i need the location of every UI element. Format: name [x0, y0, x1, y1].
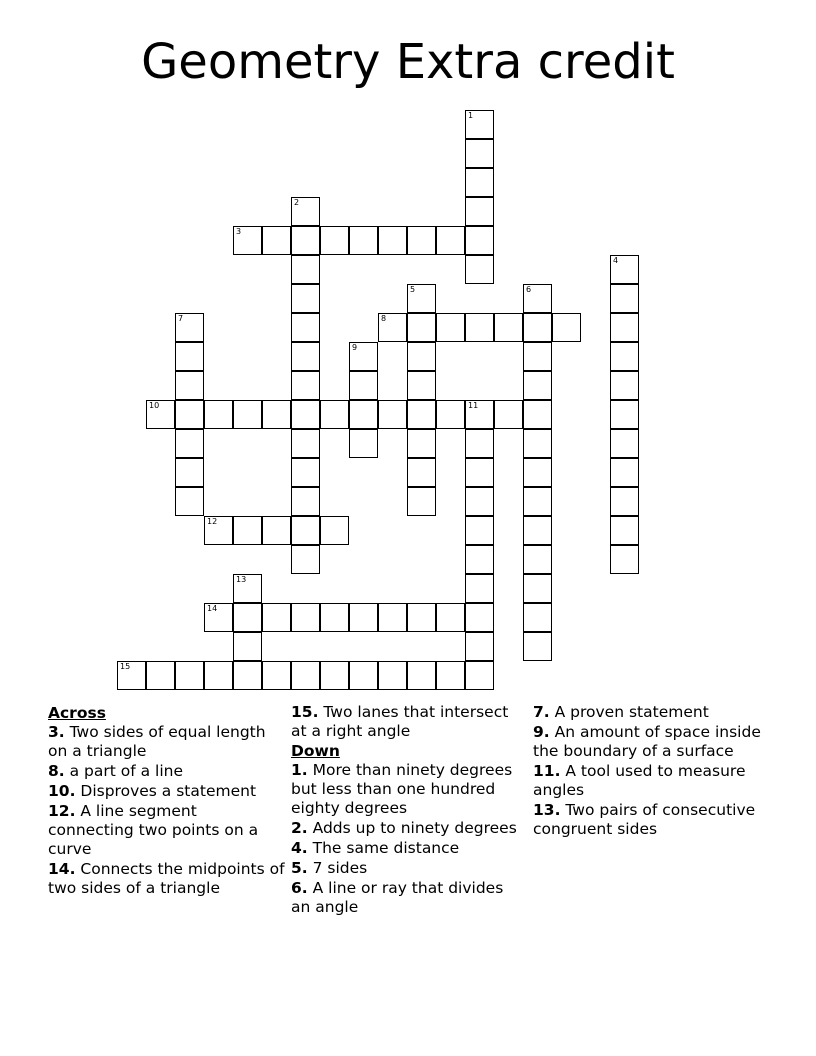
grid-cell[interactable] — [146, 400, 175, 429]
grid-cell[interactable] — [204, 516, 233, 545]
puzzle-title: Geometry Extra credit — [141, 34, 675, 90]
clue-down-7: 7. A proven statement — [533, 703, 709, 721]
grid-cell[interactable] — [523, 458, 552, 487]
grid-cell[interactable] — [407, 400, 436, 429]
grid-cell[interactable] — [523, 574, 552, 603]
grid-cell[interactable] — [494, 400, 523, 429]
grid-cell[interactable] — [610, 371, 639, 400]
clue-across-10: 10. Disproves a statement — [48, 782, 257, 800]
grid-cell[interactable] — [610, 342, 639, 371]
grid-cell[interactable] — [175, 313, 204, 342]
grid-cell[interactable] — [523, 632, 552, 661]
cell-number: 10 — [149, 401, 160, 410]
grid-cell[interactable] — [465, 168, 494, 197]
grid-cell[interactable] — [320, 226, 349, 255]
clue-column-3 — [533, 703, 763, 840]
grid-cell[interactable] — [465, 516, 494, 545]
grid-cell[interactable] — [407, 458, 436, 487]
clue-column-2 — [291, 703, 527, 918]
grid-cell[interactable] — [610, 313, 639, 342]
grid-cell[interactable] — [291, 313, 320, 342]
grid-cell[interactable] — [291, 197, 320, 226]
cell-number: 9 — [352, 343, 358, 352]
grid-cell[interactable] — [233, 574, 262, 603]
clue-across-3: 3. Two sides of equal length on a triangle — [48, 723, 266, 760]
grid-cell[interactable] — [465, 574, 494, 603]
grid-cell[interactable] — [378, 313, 407, 342]
grid-cell[interactable] — [349, 226, 378, 255]
clue-across-15: 15. Two lanes that intersect at a right angle — [291, 703, 509, 740]
grid-cell[interactable] — [436, 603, 465, 632]
grid-cell[interactable] — [523, 400, 552, 429]
grid-cell[interactable] — [610, 400, 639, 429]
grid-cell[interactable] — [465, 458, 494, 487]
grid-cell[interactable] — [610, 487, 639, 516]
grid-cell[interactable] — [523, 603, 552, 632]
grid-cell[interactable] — [407, 603, 436, 632]
cell-number: 12 — [207, 517, 218, 526]
cell-number: 3 — [236, 227, 242, 236]
grid-cell[interactable] — [436, 661, 465, 690]
grid-cell[interactable] — [175, 661, 204, 690]
cell-number: 5 — [410, 285, 416, 294]
grid-cell[interactable] — [291, 255, 320, 284]
clue-down-6: 6. A line or ray that divides an angle — [291, 879, 504, 916]
grid-cell[interactable] — [610, 255, 639, 284]
cell-number: 14 — [207, 604, 218, 613]
grid-cell[interactable] — [407, 313, 436, 342]
grid-cell[interactable] — [465, 545, 494, 574]
grid-cell[interactable] — [610, 284, 639, 313]
grid-cell[interactable] — [465, 313, 494, 342]
grid-cell[interactable] — [465, 400, 494, 429]
grid-cell[interactable] — [349, 603, 378, 632]
clue-down-11: 11. A tool used to measure angles — [533, 762, 746, 799]
grid-cell[interactable] — [233, 516, 262, 545]
grid-cell[interactable] — [146, 661, 175, 690]
grid-cell[interactable] — [175, 371, 204, 400]
grid-cell[interactable] — [349, 429, 378, 458]
grid-cell[interactable] — [291, 226, 320, 255]
grid-cell[interactable] — [610, 516, 639, 545]
grid-cell[interactable] — [407, 284, 436, 313]
across-heading: Across — [48, 704, 106, 722]
grid-cell[interactable] — [233, 400, 262, 429]
grid-cell[interactable] — [291, 284, 320, 313]
grid-cell[interactable] — [262, 603, 291, 632]
grid-cell[interactable] — [320, 400, 349, 429]
grid-cell[interactable] — [465, 429, 494, 458]
cell-number: 13 — [236, 575, 247, 584]
clue-down-4: 4. The same distance — [291, 839, 460, 857]
grid-cell[interactable] — [291, 458, 320, 487]
cell-number: 11 — [468, 401, 479, 410]
grid-cell[interactable] — [349, 661, 378, 690]
grid-cell[interactable] — [465, 487, 494, 516]
clue-column-1 — [48, 703, 286, 899]
clue-down-1: 1. More than ninety degrees but less than one hundred eighty degrees — [291, 761, 513, 817]
grid-cell[interactable] — [465, 661, 494, 690]
grid-cell[interactable] — [436, 400, 465, 429]
grid-cell[interactable] — [610, 458, 639, 487]
grid-cell[interactable] — [465, 603, 494, 632]
grid-cell[interactable] — [262, 661, 291, 690]
grid-cell[interactable] — [233, 226, 262, 255]
grid-cell[interactable] — [610, 545, 639, 574]
clue-down-13: 13. Two pairs of consecutive congruent sides — [533, 801, 756, 838]
cell-number: 4 — [613, 256, 619, 265]
grid-cell[interactable] — [175, 429, 204, 458]
grid-cell[interactable] — [291, 400, 320, 429]
grid-cell[interactable] — [523, 429, 552, 458]
grid-cell[interactable] — [523, 545, 552, 574]
cell-number: 8 — [381, 314, 387, 323]
grid-cell[interactable] — [262, 400, 291, 429]
grid-cell[interactable] — [291, 603, 320, 632]
grid-cell[interactable] — [291, 661, 320, 690]
grid-cell[interactable] — [465, 226, 494, 255]
clue-across-12: 12. A line segment connecting two points on a curve — [48, 802, 259, 858]
grid-cell[interactable] — [233, 661, 262, 690]
cell-number: 1 — [468, 111, 474, 120]
grid-cell[interactable] — [465, 139, 494, 168]
cell-number: 6 — [526, 285, 532, 294]
grid-cell[interactable] — [291, 429, 320, 458]
grid-cell[interactable] — [291, 487, 320, 516]
clue-across-8: 8. a part of a line — [48, 762, 184, 780]
grid-cell[interactable] — [204, 400, 233, 429]
grid-cell[interactable] — [175, 487, 204, 516]
grid-cell[interactable] — [320, 661, 349, 690]
grid-cell[interactable] — [175, 458, 204, 487]
grid-cell[interactable] — [233, 632, 262, 661]
grid-cell[interactable] — [465, 632, 494, 661]
grid-cell[interactable] — [552, 313, 581, 342]
grid-cell[interactable] — [320, 603, 349, 632]
grid-cell[interactable] — [349, 342, 378, 371]
grid-cell[interactable] — [320, 516, 349, 545]
grid-cell[interactable] — [378, 603, 407, 632]
cell-number: 2 — [294, 198, 300, 207]
grid-cell[interactable] — [523, 284, 552, 313]
grid-cell[interactable] — [407, 371, 436, 400]
grid-cell[interactable] — [407, 661, 436, 690]
grid-cell[interactable] — [407, 487, 436, 516]
grid-cell[interactable] — [523, 371, 552, 400]
grid-cell[interactable] — [610, 429, 639, 458]
grid-cell[interactable] — [523, 342, 552, 371]
grid-cell[interactable] — [204, 603, 233, 632]
grid-cell[interactable] — [407, 429, 436, 458]
grid-cell[interactable] — [465, 110, 494, 139]
grid-cell[interactable] — [233, 603, 262, 632]
grid-cell[interactable] — [291, 545, 320, 574]
grid-cell[interactable] — [291, 371, 320, 400]
cell-number: 15 — [120, 662, 131, 671]
grid-cell[interactable] — [523, 516, 552, 545]
grid-cell[interactable] — [494, 313, 523, 342]
grid-cell[interactable] — [291, 342, 320, 371]
clue-down-9: 9. An amount of space inside the boundary of a surface — [533, 723, 761, 760]
grid-cell[interactable] — [436, 226, 465, 255]
grid-cell[interactable] — [175, 342, 204, 371]
grid-cell[interactable] — [465, 197, 494, 226]
grid-cell[interactable] — [175, 400, 204, 429]
grid-cell[interactable] — [204, 661, 233, 690]
grid-cell[interactable] — [262, 516, 291, 545]
grid-cell[interactable] — [349, 371, 378, 400]
grid-cell[interactable] — [407, 226, 436, 255]
cell-number: 7 — [178, 314, 184, 323]
clue-across-14: 14. Connects the midpoints of two sides of a triangle — [48, 860, 285, 897]
grid-cell[interactable] — [407, 342, 436, 371]
clue-down-2: 2. Adds up to ninety degrees — [291, 819, 517, 837]
grid-cell[interactable] — [378, 661, 407, 690]
grid-cell[interactable] — [465, 255, 494, 284]
grid-cell[interactable] — [291, 516, 320, 545]
grid-cell[interactable] — [523, 313, 552, 342]
grid-cell[interactable] — [349, 400, 378, 429]
grid-cell[interactable] — [117, 661, 146, 690]
grid-cell[interactable] — [378, 400, 407, 429]
down-heading: Down — [291, 742, 340, 760]
clue-down-5: 5. 7 sides — [291, 859, 368, 877]
grid-cell[interactable] — [523, 487, 552, 516]
grid-cell[interactable] — [262, 226, 291, 255]
grid-cell[interactable] — [378, 226, 407, 255]
grid-cell[interactable] — [436, 313, 465, 342]
